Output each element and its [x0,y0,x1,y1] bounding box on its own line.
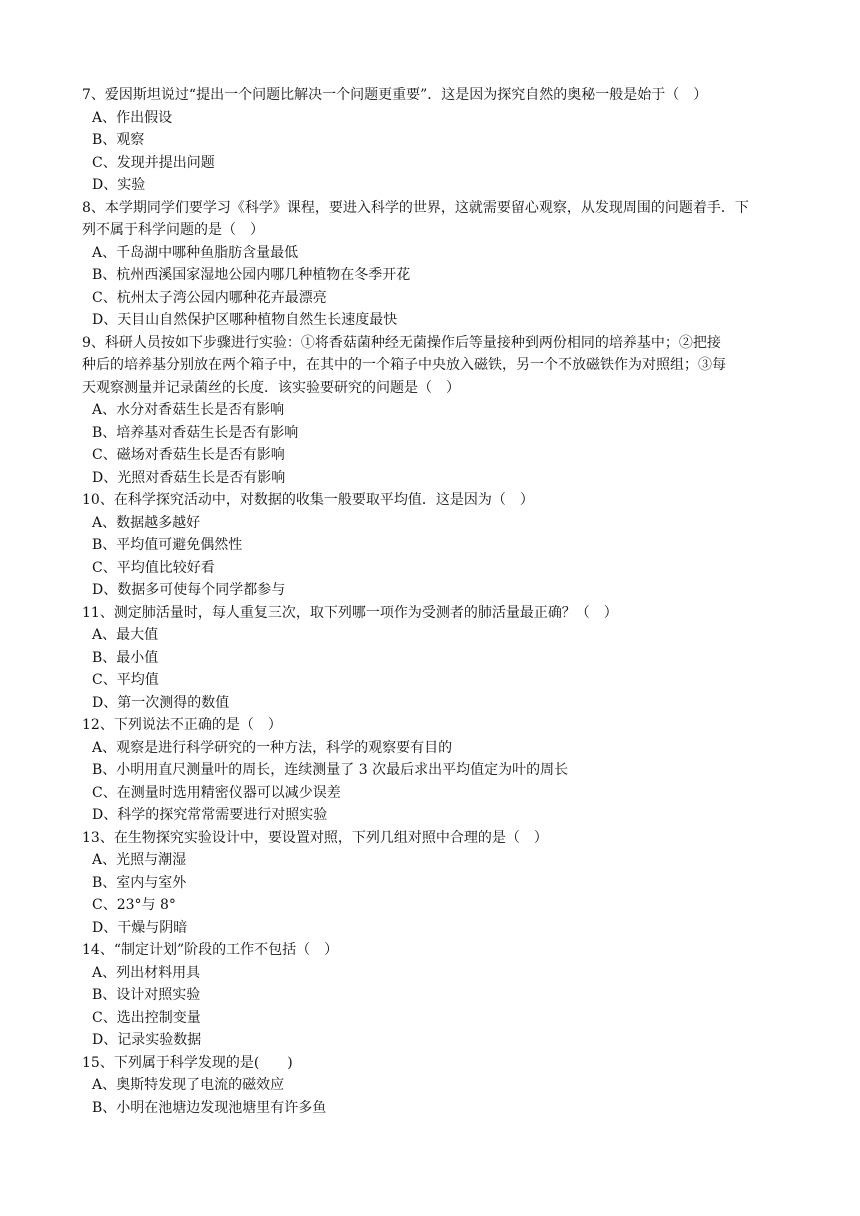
question-stem-line: 11、测定肺活量时，每人重复三次，取下列哪一项作为受测者的肺活量最正确？（ ） [82,604,618,621]
answer-option: C、磁场对香菇生长是否有影响 [92,447,285,463]
answer-option: C、发现并提出问题 [92,154,215,171]
answer-option: D、记录实验数据 [92,1032,202,1048]
question-list [82,84,782,1119]
answer-option: D、干燥与阴暗 [92,919,188,936]
answer-option: A、最大值 [92,627,159,643]
answer-option: A、列出材料用具 [92,964,201,981]
answer-option: B、平均值可避免偶然性 [92,537,243,553]
answer-option: B、室内与室外 [92,874,187,891]
question-stem-line: 种后的培养基分别放在两个箱子中，在其中的一个箱子中央放入磁铁，另一个不放磁铁作为对照组；③每 [82,357,726,373]
answer-option: D、科学的探究常常需要进行对照实验 [92,807,328,823]
question-stem-line: 列不属于科学问题的是（ ） [82,222,264,238]
question-stem-line: 天观察测量并记录菌丝的长度．该实验要研究的问题是（ ） [82,379,460,396]
question-stem-line: 13、在生物探究实验设计中，要设置对照，下列几组对照中合理的是（ ） [82,829,548,846]
answer-option: C、选出控制变量 [92,1009,201,1026]
answer-option: A、千岛湖中哪种鱼脂肪含量最低 [92,244,299,261]
question-stem-line: 14、“制定计划”阶段的工作不包括（ ） [82,942,339,958]
answer-option: D、数据多可使每个同学都参与 [92,582,286,598]
question-stem-line: 8、本学期同学们要学习《科学》课程，要进入科学的世界，这就需要留心观察，从发现周围的问题着手．下 [82,199,749,216]
answer-option: B、杭州西溪国家湿地公园内哪几种植物在冬季开花 [92,267,411,283]
question-stem-line: 9、科研人员按如下步骤进行实验：①将香菇菌种经无菌操作后等量接种到两份相同的培养基中；②把接 [82,334,721,351]
answer-option: B、设计对照实验 [92,987,201,1003]
answer-option: C、平均值 [92,672,159,688]
question-block [82,939,782,1052]
answer-option: A、奥斯特发现了电流的磁效应 [92,1077,285,1093]
answer-option: B、小明在池塘边发现池塘里有许多鱼 [92,1099,327,1116]
question-stem-line: 7、爱因斯坦说过“提出一个问题比解决一个问题更重要”．这是因为探究自然的奥秘一般是始于（ ） [82,87,708,103]
answer-option: B、观察 [92,132,145,148]
question-block [82,332,782,490]
question-block [82,489,782,602]
answer-option: C、平均值比较好看 [92,559,215,576]
answer-option: C、在测量时选用精密仪器可以减少误差 [92,784,341,801]
answer-option: D、实验 [92,177,146,193]
question-block [82,714,782,827]
answer-option: C、23°与 8° [92,897,176,913]
question-stem-line: 10、在科学探究活动中，对数据的收集一般要取平均值．这是因为（ ） [82,492,534,508]
question-block [82,827,782,940]
question-block [82,197,782,332]
answer-option: A、光照与潮湿 [92,852,187,868]
answer-option: A、水分对香菇生长是否有影响 [92,402,285,418]
answer-option: D、第一次测得的数值 [92,694,230,711]
answer-option: B、小明用直尺测量叶的周长，连续测量了 3 次最后求出平均值定为叶的周长 [92,762,569,778]
question-stem-line: 15、下列属于科学发现的是( ) [82,1054,293,1071]
answer-option: A、数据越多越好 [92,514,201,531]
answer-option: B、最小值 [92,649,159,666]
answer-option: D、天目山自然保护区哪种植物自然生长速度最快 [92,312,398,328]
question-block [82,84,782,197]
question-block [82,602,782,715]
answer-option: D、光照对香菇生长是否有影响 [92,469,286,486]
answer-option: A、观察是进行科学研究的一种方法，科学的观察要有目的 [92,739,453,756]
answer-option: A、作出假设 [92,109,173,126]
answer-option: B、培养基对香菇生长是否有影响 [92,424,299,441]
question-stem-line: 12、下列说法不正确的是（ ） [82,717,282,733]
answer-option: C、杭州太子湾公园内哪种花卉最漂亮 [92,289,327,306]
question-block [82,1052,782,1120]
